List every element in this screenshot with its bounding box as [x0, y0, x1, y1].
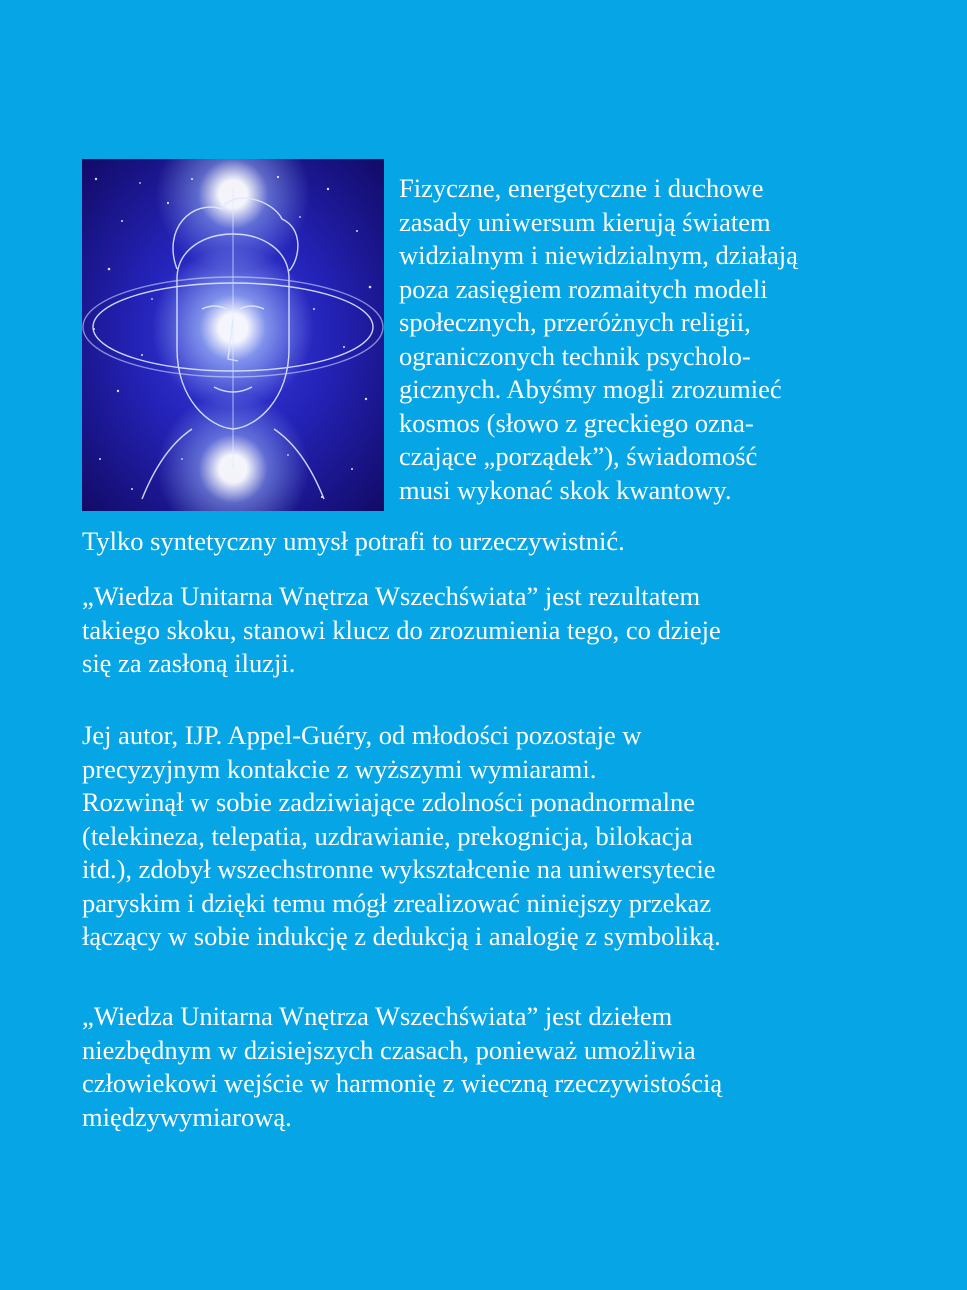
- paragraph-3: [82, 719, 886, 954]
- text-line: gicznych. Abyśmy mogli zrozumieć: [399, 374, 782, 404]
- text-line: międzywymiarową.: [82, 1101, 292, 1132]
- text-line: Tylko syntetyczny umysł potrafi to urzeczywistnić.: [82, 526, 625, 556]
- text-line: itd.), zdobył wszechstronne wykształcenie na uniwersytecie: [82, 854, 716, 884]
- text-line: takiego skoku, stanowi klucz do zrozumienia tego, co dzieje: [82, 614, 721, 645]
- text-line: widzialnym i niewidzialnym, działają: [399, 240, 798, 270]
- intro-paragraph-last-line: [82, 525, 886, 559]
- text-line: zasady uniwersum kierują światem: [399, 206, 771, 237]
- text-line: Rozwinął w sobie zadziwiające zdolności ponadnormalne: [82, 787, 695, 817]
- text-line: (telekineza, telepatia, uzdrawianie, prekognicja, bilokacja: [82, 820, 693, 851]
- text-line: paryskim i dzięki temu mógł zrealizować niniejszy przekaz: [82, 887, 712, 918]
- text-line: „Wiedza Unitarna Wnętrza Wszechświata” jest dziełem: [82, 1001, 673, 1031]
- paragraph-2: [82, 580, 886, 681]
- text-line: czające „porządek”), świadomość: [399, 441, 758, 471]
- text-line: społecznych, przeróżnych religii,: [399, 307, 751, 337]
- paragraph-4: [82, 1000, 886, 1134]
- text-line: kosmos (słowo z greckiego ozna-: [399, 407, 754, 438]
- text-line: poza zasięgiem rozmaitych modeli: [399, 273, 768, 304]
- text-line: się za zasłoną iluzji.: [82, 648, 296, 678]
- text-line: precyzyjnym kontakcie z wyższymi wymiarami.: [82, 753, 597, 784]
- text-line: „Wiedza Unitarna Wnętrza Wszechświata” jest rezultatem: [82, 581, 701, 611]
- text-line: człowiekowi wejście w harmonię z wieczną rzeczywistością: [82, 1068, 723, 1098]
- text-line: Fizyczne, energetyczne i duchowe: [399, 173, 764, 203]
- text-line: musi wykonać skok kwantowy.: [399, 474, 732, 505]
- text-line: ograniczonych technik psycholo-: [399, 340, 751, 371]
- cosmic-face-image: [82, 159, 384, 511]
- intro-paragraph-wrapped: [399, 172, 886, 507]
- text-line: niezbędnym w dzisiejszych czasach, ponieważ umożliwia: [82, 1034, 696, 1065]
- text-line: łączący w sobie indukcję z dedukcją i analogię z symboliką.: [82, 921, 721, 951]
- text-line: Jej autor, IJP. Appel-Guéry, od młodości pozostaje w: [82, 720, 642, 750]
